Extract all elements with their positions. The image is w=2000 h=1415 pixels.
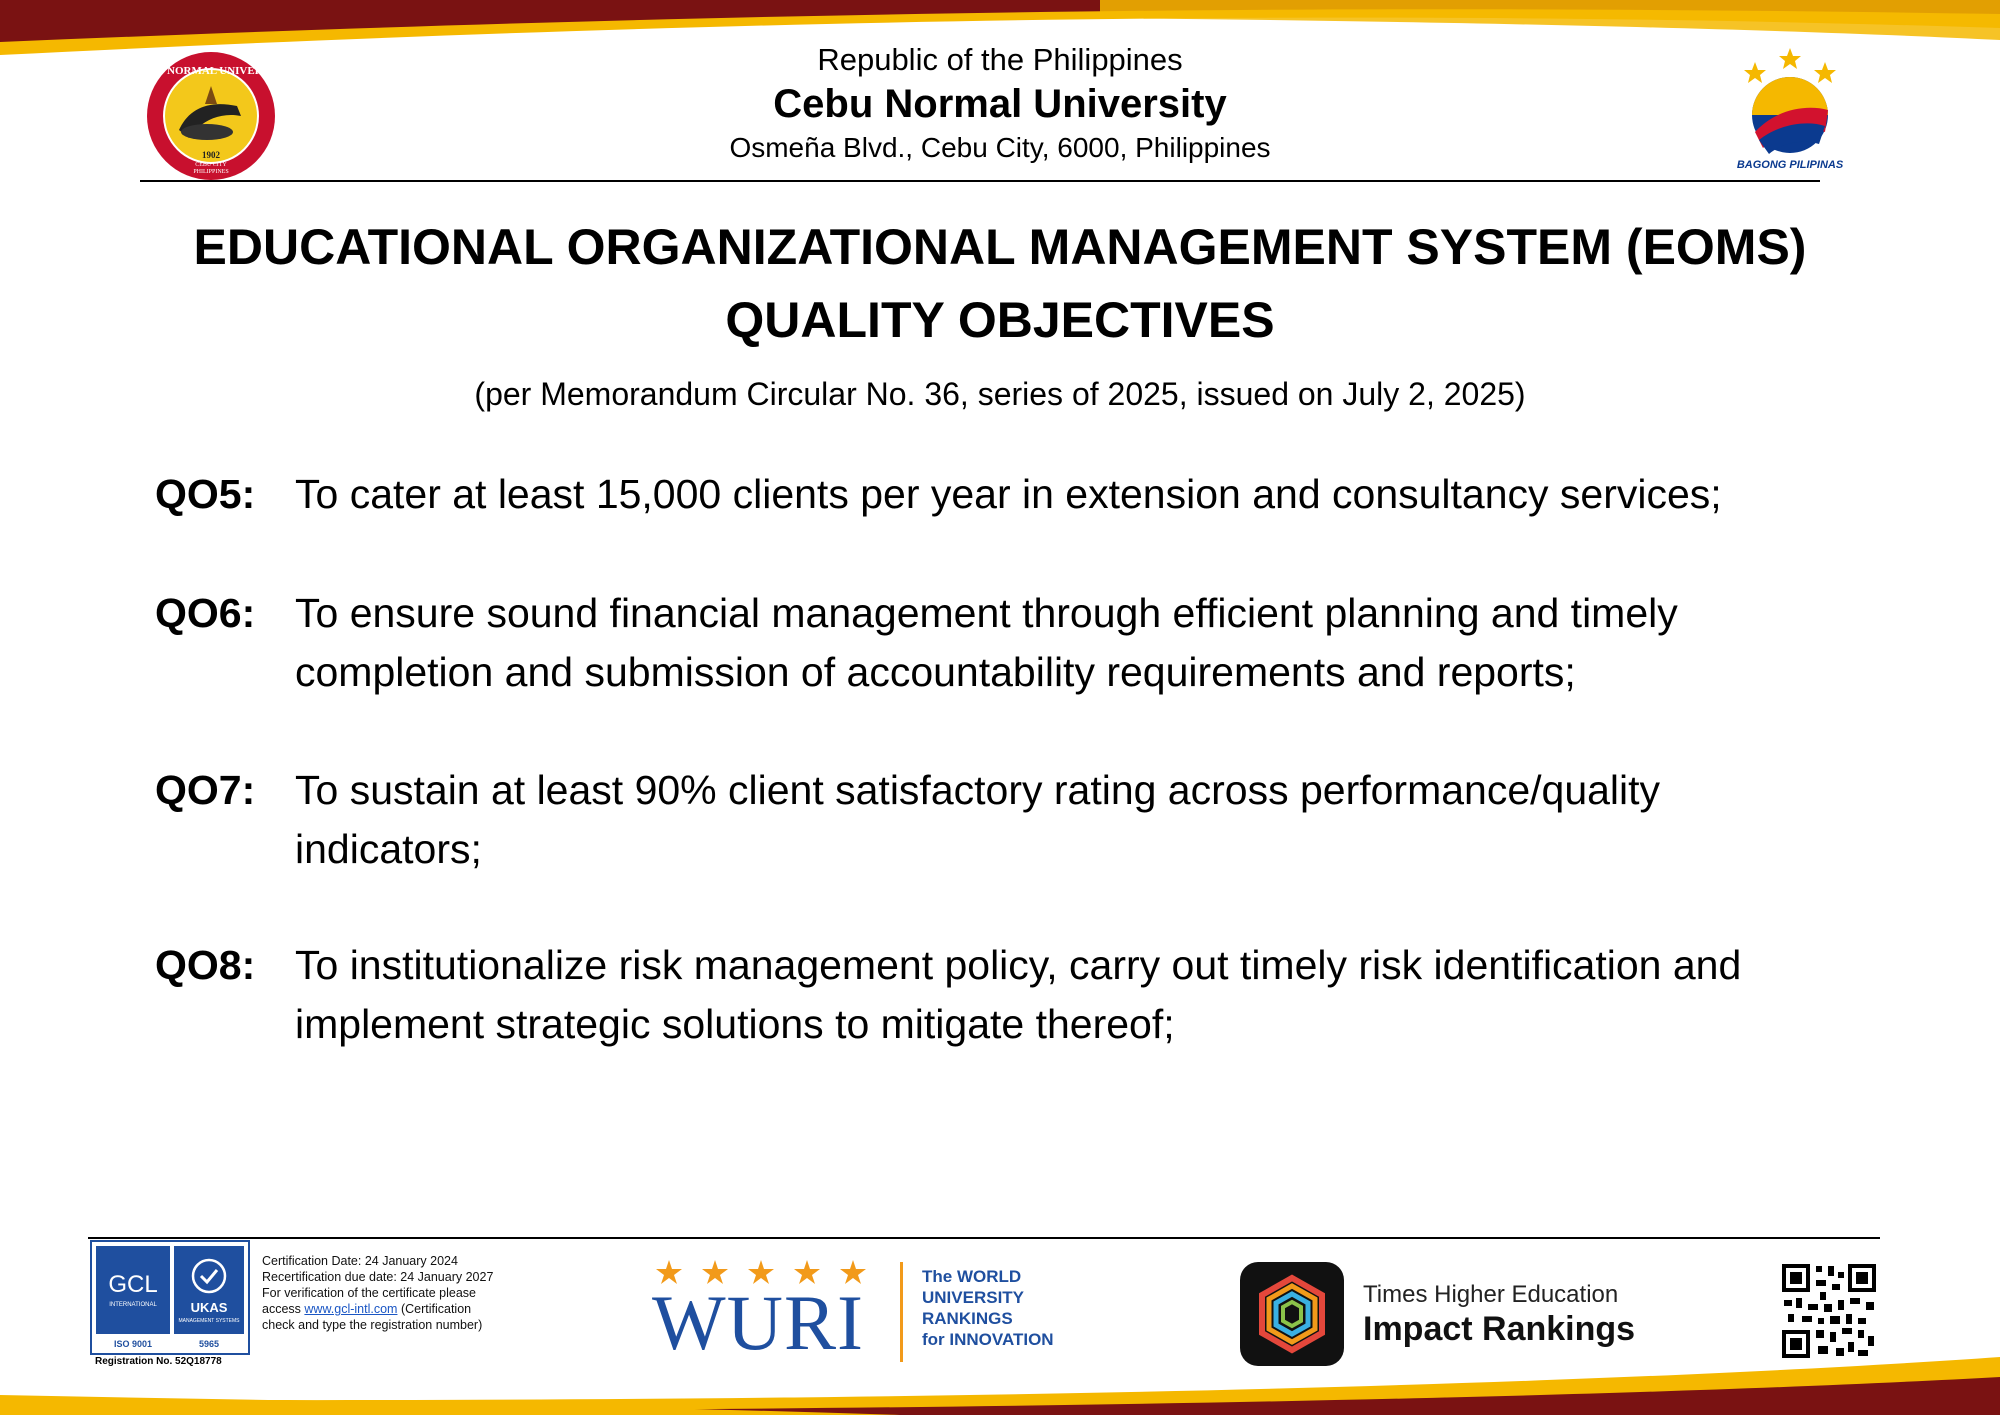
cert-verify-note: For verification of the certificate please <box>262 1286 476 1300</box>
the-title: Times Higher Education <box>1363 1281 1619 1308</box>
svg-text:GCL: GCL <box>108 1271 158 1298</box>
objective-text: To ensure sound financial management through efficient planning and timely completion and submission of accountability requirements and reports; <box>295 590 1678 695</box>
objective-text: To cater at least 15,000 clients per year in extension and consultancy services; <box>295 471 1722 517</box>
svg-text:PHILIPPINES: PHILIPPINES <box>193 169 229 175</box>
registration-number: Registration No. 52Q18778 <box>95 1356 222 1367</box>
svg-text:CEBU NORMAL UNIVERSITY: CEBU NORMAL UNIVERSITY <box>133 65 289 77</box>
page-subtitle: (per Memorandum Circular No. 36, series of 2025, issued on July 2, 2025) <box>474 376 1526 412</box>
cert-date: Certification Date: 24 January 2024 <box>262 1254 458 1268</box>
header-divider <box>140 180 1820 182</box>
objective-item <box>155 465 1875 524</box>
header-address: Osmeña Blvd., Cebu City, 6000, Philippines <box>729 132 1271 163</box>
gcl-ukas-certification-badge <box>90 1240 250 1355</box>
svg-text:ISO 9001: ISO 9001 <box>113 1339 153 1349</box>
svg-text:MANAGEMENT SYSTEMS: MANAGEMENT SYSTEMS <box>178 1318 240 1324</box>
objective-code: QO8: <box>155 942 256 988</box>
footer-divider <box>88 1237 1880 1239</box>
svg-text:INTERNATIONAL: INTERNATIONAL <box>109 1302 157 1308</box>
cert-access-line <box>262 1301 522 1317</box>
svg-text:UKAS: UKAS <box>190 1300 228 1315</box>
header-university-name: Cebu Normal University <box>773 82 1227 126</box>
objective-item <box>155 584 1775 702</box>
wuri-tagline-line2: UNIVERSITY <box>922 1288 1025 1307</box>
objective-item <box>155 936 1835 1054</box>
page-title-line1: EDUCATIONAL ORGANIZATIONAL MANAGEMENT SYSTEM (EOMS) <box>193 219 1807 275</box>
wuri-tagline-line1: The WORLD <box>922 1267 1022 1286</box>
svg-text:1902: 1902 <box>202 150 220 160</box>
cert-access-label: access <box>262 1302 305 1316</box>
cert-check-note: check and type the registration number) <box>262 1318 483 1332</box>
svg-text:5965: 5965 <box>198 1339 220 1349</box>
wuri-logo-text: WURI <box>652 1279 864 1366</box>
objective-code: QO5: <box>155 471 256 517</box>
the-subtitle: Impact Rankings <box>1363 1310 1636 1348</box>
wuri-tagline-line4: for INNOVATION <box>922 1330 1054 1349</box>
objective-code: QO6: <box>155 590 256 636</box>
cert-access-suffix: (Certification <box>397 1302 472 1316</box>
header-republic: Republic of the Philippines <box>817 42 1183 77</box>
recert-date: Recertification due date: 24 January 2027 <box>262 1270 494 1284</box>
svg-text:CEBU CITY: CEBU CITY <box>195 162 227 168</box>
objective-code: QO7: <box>155 767 256 813</box>
gcl-website-link[interactable]: www.gcl-intl.com <box>304 1302 398 1316</box>
wuri-tagline <box>922 1266 1054 1350</box>
qr-code[interactable] <box>1780 1262 1878 1360</box>
wuri-tagline-line3: RANKINGS <box>922 1309 1013 1328</box>
certification-details <box>262 1253 522 1333</box>
objective-text: To sustain at least 90% client satisfactory rating across performance/quality indicators; <box>295 767 1661 872</box>
objective-text: To institutionalize risk management policy, carry out timely risk identification and implement strategic solutions to mitigate thereof; <box>295 942 1742 1047</box>
the-impact-rankings-icon <box>1240 1262 1344 1366</box>
objective-item <box>155 761 1755 879</box>
page-title-line2: QUALITY OBJECTIVES <box>725 292 1275 348</box>
bottom-banner-decoration <box>0 1355 2000 1415</box>
wuri-divider <box>900 1262 903 1362</box>
svg-text:BAGONG PILIPINAS: BAGONG PILIPINAS <box>1736 159 1844 171</box>
